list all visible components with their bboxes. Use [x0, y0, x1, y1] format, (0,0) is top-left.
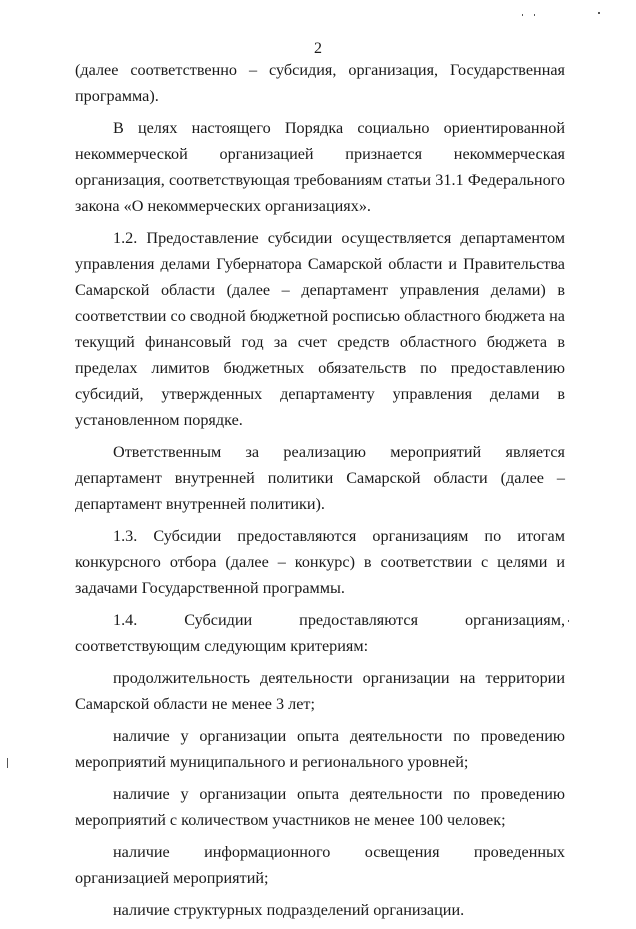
paragraph: продолжительность деятельности организации на территории Самарской области не менее 3 лет; [75, 669, 565, 713]
scan-artifact [568, 620, 569, 622]
paragraph: 1.4. Субсидии предоставляются организациям, соответствующим следующим критериям: [75, 611, 565, 655]
paragraph: Ответственным за реализацию мероприятий является департамент внутренней политики Самарской области (далее – департамент внутренней политики). [75, 443, 565, 513]
page-number: 2 [314, 40, 322, 57]
document-body [75, 57, 565, 929]
scan-artifact [598, 12, 600, 14]
paragraph: 1.2. Предоставление субсидии осуществляется департаментом управления делами Губернатора Самарской области и Правительства Самарской области (далее – департамент управления делами) в соответствии со сводной бюджетной росписью областного бюджета на текущий финансовый год за счет средств областного бюджета в пределах лимитов бюджетных обязательств по предоставлению субсидий, утвержденных департаменту управления делами в установленном порядке. [75, 229, 565, 429]
paragraph: наличие структурных подразделений организации. [113, 901, 465, 919]
paragraph: В целях настоящего Порядка социально ориентированной некоммерческой организацией признается некоммерческая организация, соответствующая требованиям статьи 31.1 Федерального закона «О некоммерческих организациях». [75, 119, 565, 215]
scan-artifact [534, 14, 535, 16]
paragraph: (далее соответственно – субсидия, организация, Государственная программа). [75, 61, 565, 105]
paragraph: 1.3. Субсидии предоставляются организациям по итогам конкурсного отбора (далее – конкурс) в соответствии с целями и задачами Государственной программы. [75, 527, 565, 597]
paragraph: наличие у организации опыта деятельности по проведению мероприятий с количеством участников не менее 100 человек; [75, 785, 565, 829]
scan-artifact [522, 14, 523, 16]
paragraph: наличие у организации опыта деятельности по проведению мероприятий муниципального и регионального уровней; [75, 727, 565, 771]
paragraph: наличие информационного освещения проведенных организацией мероприятий; [75, 843, 565, 887]
scan-artifact [7, 758, 8, 768]
